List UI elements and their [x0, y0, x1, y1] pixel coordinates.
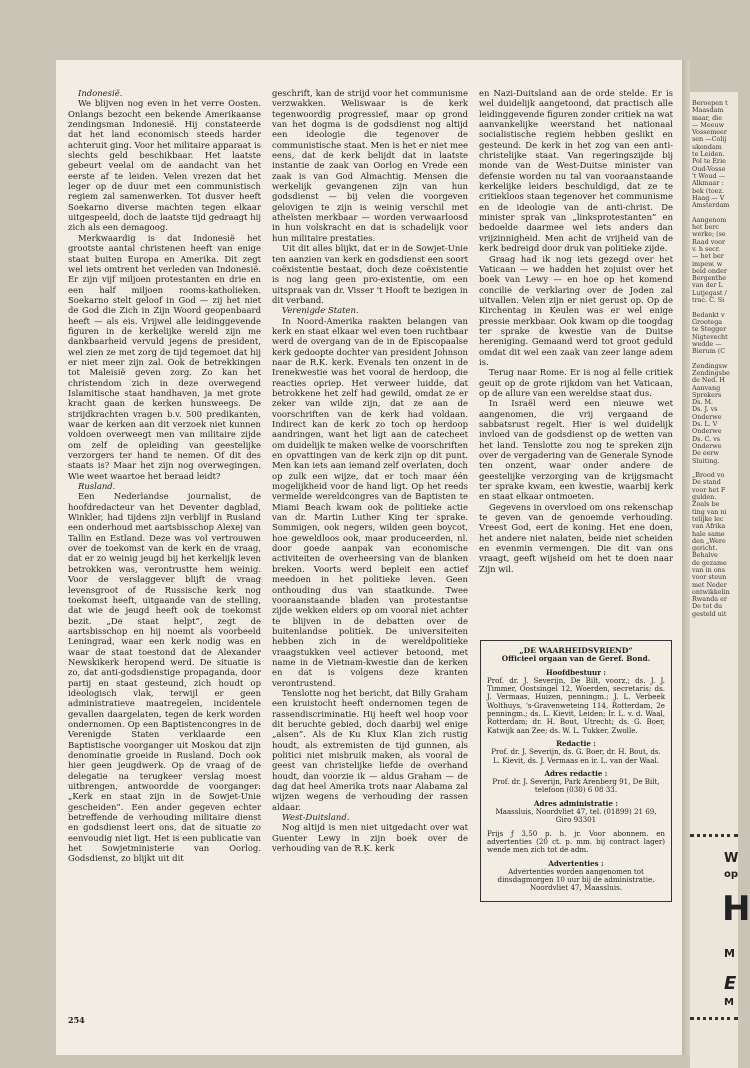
adjacent-page-line: de Ned. H: [692, 376, 726, 385]
adjacent-page-line: de gezame: [692, 558, 727, 567]
adjacent-page-line: maar, die: [692, 113, 723, 122]
adjacent-page-line: Zendingsbe: [692, 368, 730, 377]
adjacent-page-line: Behalve: [692, 551, 718, 560]
adjacent-page-line: Pol te Erie: [692, 157, 726, 166]
adjacent-page-line: ontwikkelin: [692, 587, 730, 596]
adjacent-page-line: Ds. M.: [692, 398, 714, 407]
adjacent-page-line: te Stegger: [692, 325, 727, 334]
section-heading: Rusland.: [78, 481, 116, 492]
adjacent-page-line: Ds. J. vs: [692, 405, 718, 414]
column-3: [479, 88, 673, 574]
adjacent-page-line: Lutjegast /: [692, 288, 727, 297]
adjacent-page-line: Onderwe: [692, 441, 722, 450]
adjacent-page-line: Haag — V: [692, 193, 725, 202]
adjacent-page-ad-box: [690, 834, 750, 1020]
adjacent-page-line: Oud-Vosse: [692, 164, 726, 173]
adjacent-ad-letter: op: [724, 869, 739, 880]
masthead-section-text: Advertenties worden aangenomen tot dinsdagmorgen 10 uur bij de administratie, Noordvliet 47, Maassluis.: [497, 866, 655, 893]
adjacent-page-text: [692, 100, 730, 618]
article-paragraph: Graag had ik nog iets gezegd over het Vaticaan — we hadden het zojuist over het boek van Lewy — en hoe op het komend concilie de verklaring over de Joden zal uitvallen. Velen zijn er niet gerust op. Op de Kirchentag in Keulen was er wel enige pressie merkbaar. Ook kwam op die toogdag ter sprake de kwestie van de Duitse hereniging. Gemaand werd tot groot geduld omdat dit wel een zaak van zeer lange adem is.: [479, 253, 673, 367]
article-paragraph: Nog altijd is men niet uitgedacht over wat Guenter Lewy in zijn boek over de verhouding van de R.K. kerk: [272, 822, 468, 854]
adjacent-page-line: het berc: [692, 223, 720, 232]
adjacent-page-line: werke; (se: [692, 230, 726, 239]
adjacent-page-line: Raad voor: [692, 237, 726, 246]
adjacent-page-line: ukendam: [692, 142, 722, 151]
adjacent-page-line: Grootega: [692, 317, 723, 326]
adjacent-page-line: Bergenthe: [692, 274, 726, 283]
adjacent-page-line: beid onder: [692, 266, 727, 275]
article-paragraph: In Israël werd een nieuwe wet aangenomen, die vrij vergaand de sabbatsrust regelt. Hier is wel duidelijk invloed van de godsdienst op de wetten van het land. Tenslotte zou nog te spreken zijn over de vergadering van de Generale Synode ten onzent, waar onder andere de geestelijke verzorging van de krijgsmacht ter sprake kwam, een kwestie, waarbij kerk en staat elkaar ontmoeten.: [479, 398, 673, 502]
adjacent-page-line: Aanvang: [692, 383, 721, 392]
masthead-box: [480, 640, 672, 902]
article-paragraph: geschrift, kan de strijd voor het communisme verzwakken. Weliswaar is de kerk tegenwoordig progressief, maar op grond van het dogma is de godsdienst nog altijd een ideologie die tegenover de communistische staat. Men is het er niet mee eens, dat de kerk belijdt dat in laatste instantie de zaak van Oorlog en Vrede een zaak is van God Almachtig. Mensen die werkelijk gevangenen zijn van hun godsdienst — bij velen die voorgeven gelovigen te zijn is weinig verschil met atheïsten merkbaar — worden verwaarloosd in hun volskracht en dat is schadelijk voor hun militaire prestaties.: [272, 88, 468, 243]
adjacent-page-line: Ds. C. vs: [692, 434, 721, 443]
adjacent-ad-letter: M: [724, 947, 735, 960]
adjacent-page-line: van der L: [692, 281, 723, 290]
masthead-section-text: Prijs ƒ 3,50 p. h. jr. Voor abonnem. en advertenties (20 ct. p. mm. bij contract lager) wende men zich tot de adm.: [487, 828, 665, 855]
article-paragraph: en Nazi-Duitsland aan de orde stelde. Er is wel duidelijk aangetoond, dat practisch alle leidinggevende figuren zonder critiek na wat aanvankelijke weerstand het nationaal socialistische regiem hebben geslikt en gesteund. De kerk in het zog van een anti-christelijke staat. Van regeringszijde bij monde van de West-Duitse minister van defensie worden nu tal van vooraanstaande kerkelijke leiders beschuldigd, dat ze te critiekloos staan tegenover het communisme en de ideologie van de anti-christ. De minister sprak van „linksprotestanten” en bedoelde daarmee wel iets anders dan vrijzinnigheid. Men acht de vrijheid van de kerk bedreigd door druk van politieke zijde.: [479, 88, 673, 254]
adjacent-page-line: bek (toez.: [692, 186, 724, 195]
masthead-section-text: Prof. dr. J. Severijn, ds. G. Boer, dr. H. Bout, ds. L. Kievit, ds. J. Vermaas en ir. L. van der Waal.: [491, 747, 661, 765]
article-paragraph: Uit dit alles blijkt, dat er in de Sowjet-Unie ten aanzien van kerk en godsdienst een soort coëxistentie bestaat, doch deze coëxistentie is nog lang geen pro-existentie, om een uitspraak van dr. Visser 't Hooft te bezigen in dit verband.: [272, 243, 468, 305]
masthead-section-heading: Redactie :: [556, 738, 596, 748]
section-heading: West-Duitsland.: [282, 812, 350, 823]
adjacent-page-line: gulden.: [692, 493, 717, 502]
adjacent-page-line: Sprekers: [692, 390, 722, 399]
article-paragraph: Terug naar Rome. Er is nog al felle critiek geuit op de grote rijkdom van het Vaticaan, op de allure van een wereldse staat dus.: [479, 367, 673, 398]
adjacent-page-line: Rwanda er: [692, 595, 727, 604]
adjacent-page-line: met Neder: [692, 580, 727, 589]
adjacent-page-line: Onderwe: [692, 412, 722, 421]
adjacent-ad-letter: H: [722, 889, 750, 929]
section-heading: Indonesië.: [78, 88, 123, 98]
adjacent-page-line: van Afrika: [692, 522, 726, 531]
adjacent-page-line: v. h secr.: [692, 244, 721, 253]
adjacent-page-line: den „Were: [692, 536, 726, 545]
masthead-section-heading: Adres redactie :: [544, 768, 608, 778]
adjacent-page-line: Zoals be: [692, 500, 720, 509]
adjacent-page-line: hale same: [692, 529, 725, 538]
section-heading: Verenigde Staten.: [282, 305, 359, 316]
adjacent-page-line: ting van ni: [692, 507, 727, 516]
adjacent-page-line: — Meeuw: [692, 120, 725, 129]
adjacent-page-line: Amsterdam: [692, 201, 730, 210]
masthead-section-text: Prof. dr. J. Severijn, Park Arenberg 91, De Bilt, telefoon (030) 6 08 33.: [492, 777, 660, 795]
adjacent-ad-letter: E: [724, 973, 737, 994]
adjacent-page-fragment: [690, 92, 750, 1068]
adjacent-page-line: Ds. L. V: [692, 420, 718, 429]
masthead-title: „DE WAARHEIDSVRIEND”: [519, 646, 633, 655]
adjacent-page-line: De eerw: [692, 449, 720, 458]
column-1: [68, 88, 261, 864]
article-paragraph: Gegevens in overvloed om ons rekenschap te geven van de genoemde verhouding. Vreest God, eert de koning. Het ene doen, het andere niet nalaten, beide niet scheiden en evenmin vermengen. Die dit van ons vraagt, geeft wijsheid om het te doen naar Zijn wil.: [479, 501, 673, 574]
adjacent-page-line: Zendingsw: [692, 361, 728, 370]
article-paragraph: In Noord-Amerika raakten belangen van kerk en staat elkaar wel even toen ruchtbaar werd de overgang van de in de Episcopaalse kerk gedoopte dochter van president Johnson naar de R.K. kerk. Evenals ten onzent in de Irenekwestie was het vooral de herdoop, die reacties opriep. Het verweer luidde, dat betrokkene het zelf had gewild, omdat ze er zeker van wilde zijn, dat ze aan de voorschriften van de kerk had voldaan. Indirect kan de kerk zo toch op herdoop aandringen, want het ligt aan de catecheet om duidelijk te maken welke de voorschriften en opvattingen van de kerk zijn op dit punt. Men kan iets aan iemand zelf overlaten, doch op zulk een wijze, dat er toch maar één mogelijkheid voor de hand ligt. Op het reeds vermelde wereldcongres van de Baptisten te Miami Beach kwam ook de politieke actie van dr. Martin Luther King ter sprake. Sommigen, ook negers, wilden geen boycot, hoe geweldloos ook, maar produceerden, nl. door goede aanpak van economische activiteiten de overheersing van de blanken breken. Voorts werd bepleit een actief meedoen in het politieke leven. Geen onthouding dus van staatkunde. Twee vooraanstaande bladen van protestantse zijde wekken elders op om vooral niet achter te blijven in de debatten over de buitenlandse politiek. De universiteiten hebben zich in de wereldpolitieke vraagstukken veel actiever betoond, met name in de Vietnam-kwestie dan de kerken en dat is volgens deze kranten verontrustend.: [272, 315, 468, 688]
adjacent-page-line: Vossemeer: [692, 128, 727, 137]
article-paragraph: Een Nederlandse journalist, de hoofdredacteur van het Deventer dagblad, Winkler, had tijdens zijn verblijf in Rusland een onderhoud met aartsbisschop Alexej van Tallin en Estland. Deze was vol vertrouwen over de toekomst van de kerk en de vraag, dat er zo weinig jeugd bij het kerkelijk leven betrokken was, verontrustte hem weinig. Voor de verslaggever blijft de vraag levensgroot of de Russische kerk nog toekomst heeft, uitgaande van de stelling, dat wie de jeugd heeft ook de toekomst bezit. „De staat helpt”, zegt de aartsbisschop en hij noemt als voorbeeld Leningrad, waar een kerk nodig was en waar de staat toestond dat de Alexander Newskikerk heropend werd. De situatie is zo, dat anti-godsdienstige propaganda, door partij en staat gesteund, zich houdt op ideologisch vlak, terwijl er geen administratieve maatregelen, incidentele gevallen daargelaten, tegen de kerk worden ondernomen. Op een Baptistencongres in de Verenigde Staten verklaarde een Baptistische voorganger uit Moskou dat zijn denominatie groeide in Rusland. Doch ook hier geen jeugdwerk. Op de vraag of de delegatie na terugkeer verslag moest uitbrengen, antwoordde de voorganger: „Kerk en staat zijn in de Sowjet-Unie gescheiden”. Een ander gegeven echter betreffende de verhouding militaire dienst en godsdienst leert ons, dat de situatie zo eenvoudig niet ligt. Het is een publicatie van het Sowjetministerie van Oorlog. Godsdienst, zo blijkt uit dit: [68, 491, 261, 864]
masthead-section-heading: Adres administratie :: [534, 798, 618, 808]
adjacent-page-line: Nigtevecht: [692, 332, 728, 341]
adjacent-page-line: „Brood vo: [692, 471, 725, 480]
adjacent-page-line: sen —Colij: [692, 135, 727, 144]
adjacent-page-line: voor het F: [692, 485, 726, 494]
adjacent-page-line: voor steun: [692, 573, 727, 582]
binding-gutter: [682, 60, 690, 1055]
adjacent-page-line: Maasdam: [692, 106, 724, 115]
masthead-section-text: Prof. dr. J. Severijn, De Bilt, voorz.; ds. J. J. Timmer, Oostsingel 12, Woerden, secretaris; ds. J. Vermaas, Huizen, penningm.; J. L. Verbeek Wolthuys, 's-Gravenweteing 114, Rotterdam, 2e penningm.; ds. L. Kievit, Leiden; Ir. L. v. d. Waal, Rotterdam; dr. H. Bout, Utrecht; ds. G. Boer, Katwijk aan Zee; ds. W. L. Tukker, Zwolle.: [487, 675, 665, 735]
adjacent-page-line: Onderwe: [692, 427, 722, 436]
masthead-sections: [487, 669, 665, 893]
adjacent-page-line: gesteld uit: [692, 609, 727, 618]
adjacent-page-line: telijke lec: [692, 514, 724, 523]
adjacent-page-line: van in ons: [692, 566, 726, 574]
masthead-section-text: Maassluis, Noordvliet 47, tel. (01899) 21 69, Giro 93301: [495, 807, 657, 825]
page-number: 254: [68, 1015, 85, 1025]
adjacent-page-line: gericht.: [692, 544, 718, 553]
adjacent-page-line: Beroepen t: [692, 99, 728, 107]
masthead-subtitle: Officieel orgaan van de Geref. Bond.: [501, 654, 651, 664]
column-2: [272, 88, 468, 853]
adjacent-page-line: Sluiting.: [692, 456, 720, 465]
article-paragraph: Merkwaardig is dat Indonesië het grootste aantal christenen heeft van enige staat buiten Europa en Amerika. Dit zegt wel iets omtrent het verleden van Indonesië. Er zijn vijf miljoen protestanten en drie en een half miljoen rooms-katholieken. Soekarno stelt geloof in God — zij het niet de God die Zich in Zijn Woord geopenbaard heeft — als eis. Vrijwel alle leidinggevende figuren in de kerkelijke wereld zijn me dankbaarheid vervuld jegens de president, wel zien ze met zorg de tijd tegemoet dat hij er niet meer zijn zal. Ook de betrekkingen tot Maleisië geven zorg. Zo kan het christendom zich in deze overwegend Islamitische staat handhaven, ja met grote kracht gaan de kerken hunsweegs. De strijdkrachten vragen b.v. 500 predikanten, waar de kerken aan dit verzoek niet kunnen voldoen overweegt men van militaire zijde om zelf de opleiding van geestelijke verzorgers ter hand te nemen. Of dit des staats is? Maar het zijn nog overwegingen. Wie weet waartoe het beraad leidt?: [68, 232, 261, 481]
adjacent-page-line: De stand: [692, 478, 721, 487]
adjacent-page-line: De tot du: [692, 602, 723, 611]
masthead-section-heading: Advertenties :: [548, 858, 604, 868]
masthead-section-heading: Hoofdbestuur :: [545, 667, 607, 677]
adjacent-page-line: wedde —: [692, 339, 722, 348]
adjacent-page-line: te Leiden.: [692, 150, 725, 159]
adjacent-page-line: impew. w: [692, 259, 723, 268]
adjacent-page-line: 't Woud —: [692, 171, 725, 180]
adjacent-page-line: Bedankt v: [692, 310, 725, 319]
adjacent-page-line: Bierum (C: [692, 347, 726, 356]
article-paragraph: We blijven nog even in het verre Oosten. Onlangs bezocht een bekende Amerikaanse zendingsman Indonesië. Hij constateerde dat het land economisch steeds harder achteruit ging. Voor het militaire apparaat is slechts geld beschikbaar. Het laatste gebeurt veelal om de aandacht van het eerste af te leiden. Velen vrezen dat het leger op de duur met een communistisch regiem zal samenwerken. Tot dusver heeft Soekarno diverse machten tegen elkaar uitgespeeld, doch de laatste tijd gedraagt hij zich als een demagoog.: [68, 98, 261, 233]
adjacent-page-line: — het ber: [692, 252, 724, 261]
adjacent-ad-letter: M: [724, 997, 734, 1008]
adjacent-page-line: Alkmaar :: [692, 179, 724, 188]
article-paragraph: Tenslotte nog het bericht, dat Billy Graham een kruistocht heeft ondernomen tegen de rassendiscriminatie. Hij heeft wel hoop voor dit beruchte gebied, doch daarbij wel enige „alsen”. Als de Ku Klux Klan zich rustig houdt, als extremisten de tijd gunnen, als politici niet misbruik maken, als vooral de geest van christelijke liefde de overhand houdt, dan voorzie ik — aldus Graham — de dag dat heel Amerika trots naar Alabama zal wijzen wegens de verhouding der rassen aldaar.: [272, 687, 468, 812]
adjacent-page-line: trac. C. Si: [692, 296, 725, 305]
adjacent-page-line: Aangenom: [692, 215, 727, 224]
adjacent-ad-letter: W: [724, 851, 739, 866]
